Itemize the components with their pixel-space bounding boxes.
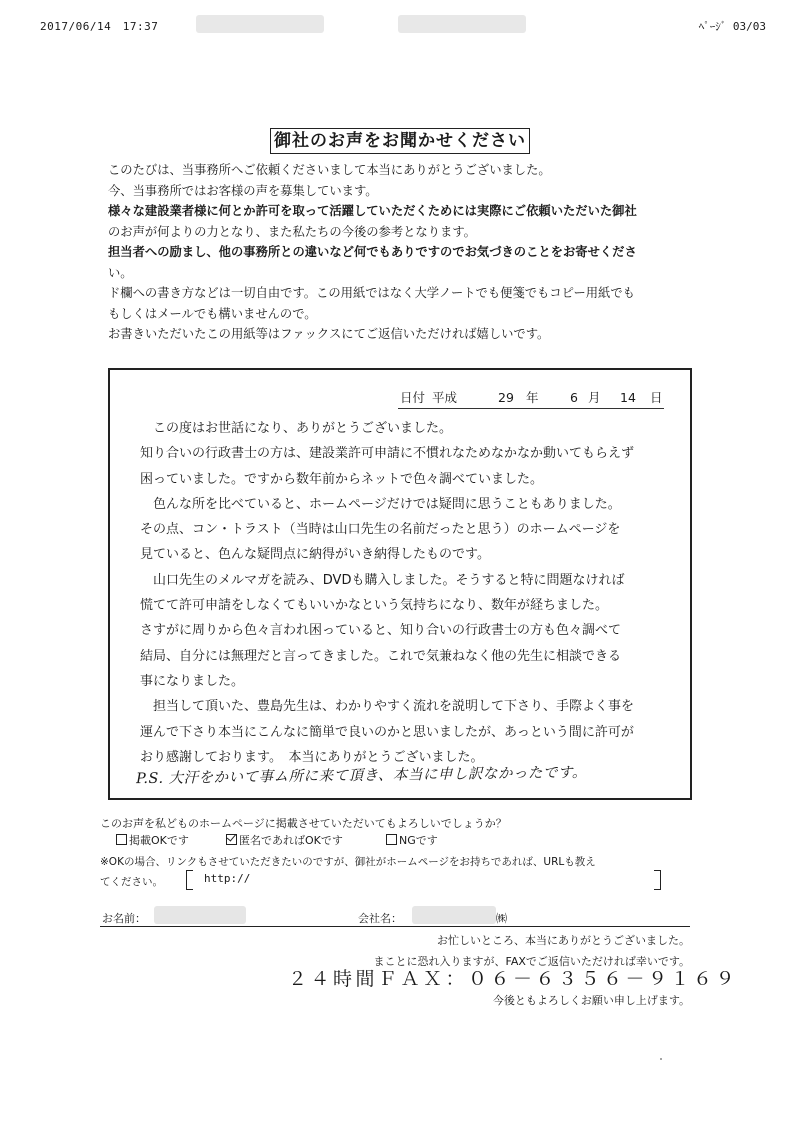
testimonial-box: [108, 368, 692, 800]
date-year: 29: [498, 390, 514, 405]
date-era: 平成: [432, 390, 458, 405]
option-ok[interactable]: [116, 832, 189, 850]
date-day: 14: [620, 390, 636, 405]
fax-timestamp: 2017/06/14 17:37: [40, 20, 159, 33]
testimonial-text: [140, 416, 670, 770]
intro-line: もしくはメールでも構いませんので。: [108, 306, 317, 321]
date-month: 6: [570, 390, 578, 405]
fax-page-number: ﾍﾟｰｼﾞ 03/03: [698, 20, 766, 33]
company-suffix: ㈱: [496, 912, 507, 925]
url-note-line: てください。: [100, 876, 163, 888]
testimonial-line: その点、コン・トラスト（当時は山口先生の名前だったと思う）のホームページを: [140, 522, 621, 538]
signature-row: [100, 904, 690, 927]
intro-line: 担当者への励まし、他の事務所との違いなど何でもありですのでお気づきのことをお寄せくださ: [108, 245, 637, 259]
handwritten-postscript: P.S. 大汗をかいて事ム所に来て頂き、本当に申し訳なかったです。: [135, 764, 587, 788]
scan-speck: [660, 1058, 662, 1060]
testimonial-line: 慌てて許可申請をしなくてもいいかなという気持ちになり、数年が経ちました。: [140, 598, 609, 614]
permission-question: [100, 814, 700, 834]
intro-line: お書きいただいたこの用紙等はファックスにてご返信いただければ嬉しいです。: [108, 327, 550, 341]
url-field[interactable]: http://: [204, 872, 251, 885]
name-label: お名前：: [102, 912, 146, 925]
testimonial-line: 知り合いの行政書士の方は、建設業許可申請に不慣れなためなかなか動いてもらえず: [140, 446, 635, 462]
checkbox-icon[interactable]: [116, 834, 127, 845]
testimonial-line: 困っていました。ですから数年前からネットで色々調べていました。: [140, 471, 544, 487]
date-row: [398, 388, 664, 409]
testimonial-line: さすがに周りから色々言われ困っていると、知り合いの行政書士の方も色々調べて: [140, 623, 622, 639]
option-ng-label: NGです: [399, 834, 438, 847]
intro-line: このたびは、当事務所へご依頼くださいまして本当にありがとうございました。: [108, 163, 551, 177]
intro-line: 様々な建設業者様に何とか許可を取って活躍していただくためには実際にご依頼いただいた御社: [108, 204, 637, 218]
date-day-unit: 日: [650, 390, 663, 405]
thanks-text: お忙しいところ、本当にありがとうございました。: [437, 934, 690, 947]
testimonial-line: 事になりました。: [140, 673, 245, 689]
fax-request-text: まことに恐れ入りますが、FAXでご返信いただければ幸いです。: [373, 955, 690, 968]
redacted-company: [412, 906, 496, 924]
option-ng[interactable]: [386, 832, 438, 850]
testimonial-line: おり感謝しております。 本当にありがとうございました。: [140, 749, 484, 765]
date-month-unit: 月: [588, 390, 601, 405]
intro-text: [108, 160, 708, 345]
company-label: 会社名：: [358, 912, 402, 925]
checkbox-icon[interactable]: [386, 834, 397, 845]
url-bracket-left: [186, 870, 193, 890]
intro-line: のお声が何よりの力となり、また私たちの今後の参考となります。: [108, 224, 476, 239]
option-anonymous[interactable]: [226, 832, 343, 850]
redacted-name: [154, 906, 246, 924]
page-title: 御社のお声をお聞かせください: [270, 128, 530, 154]
testimonial-line: この度はお世話になり、ありがとうございました。: [140, 421, 453, 436]
testimonial-line: 色んな所を比べていると、ホームページだけでは疑問に思うこともありました。: [140, 496, 621, 512]
closing-text: 今後ともよろしくお願い申し上げます。: [492, 994, 690, 1007]
permission-question-text: このお声を私どものホームページに掲載させていただいてもよろしいでしょうか？: [100, 817, 507, 830]
redacted-sender: [196, 15, 324, 33]
date-label: 日付: [400, 390, 426, 405]
testimonial-line: 担当して頂いた、豊島先生は、わかりやすく流れを説明して下さり、手際よく事を: [140, 699, 635, 715]
option-anonymous-label: 匿名であればOKです: [239, 834, 343, 847]
intro-line: い。: [108, 265, 133, 280]
url-bracket-right: [654, 870, 661, 890]
testimonial-line: 見ていると、色んな疑問点に納得がいき納得したものです。: [140, 547, 490, 563]
fax-number: ２４時間ＦＡＸ：０６－６３５６－９１６９: [288, 968, 739, 990]
option-ok-label: 掲載OKです: [129, 834, 189, 847]
intro-line: ド欄への書き方などは一切自由です。この用紙ではなく大学ノートでも便箋でもコピー用紙でも: [108, 286, 635, 300]
testimonial-line: 運んで下さり本当にこんなに簡単で良いのかと思いましたが、あっという間に許可が: [140, 724, 634, 740]
intro-line: 今、当事務所ではお客様の声を募集しています。: [108, 183, 378, 198]
testimonial-line: 山口先生のメルマガを読み、DVDも購入しました。そうすると特に問題なければ: [140, 572, 625, 588]
date-year-unit: 年: [526, 390, 539, 405]
checked-checkbox-icon[interactable]: [226, 834, 237, 845]
url-note: [100, 852, 596, 892]
redacted-number: [398, 15, 526, 33]
testimonial-line: 結局、自分には無理だと言ってきました。これで気兼ねなく他の先生に相談できる: [140, 648, 622, 664]
url-note-line: ※OKの場合、リンクもさせていただきたいのですが、御社がホームページをお持ちであれば、URLも教え: [100, 856, 596, 868]
